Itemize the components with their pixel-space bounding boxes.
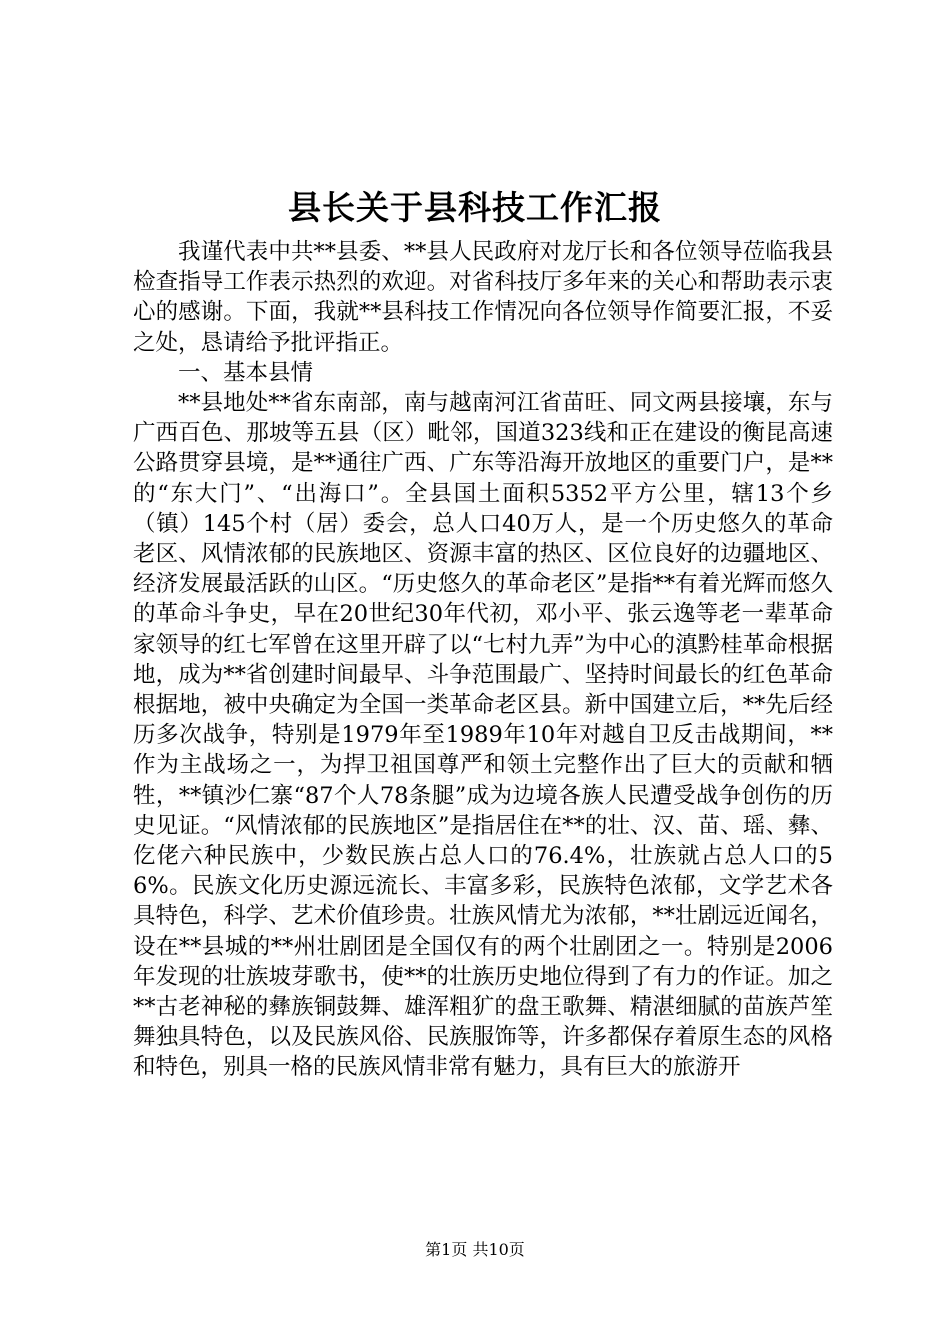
section-heading: 一、基本县情 <box>178 359 314 386</box>
document-title: 县长关于县科技工作汇报 <box>288 188 662 227</box>
intro-paragraph: 我谨代表中共**县委、**县人民政府对龙厅长和各位领导莅临我县检查指导工作表示热烈的欢迎。对省科技厅多年来的关心和帮助表示衷心的感谢。下面，我就**县科技工作情况向各位领导作简要汇报，不妥之处，恳请给予批评指正。 <box>133 239 833 356</box>
body-paragraph: **县地处**省东南部，南与越南河江省苗旺、同文两县接壤，东与广西百色、那坡等五县（区）毗邻，国道323线和正在建设的衡昆高速公路贯穿县境，是**通往广西、广东等沿海开放地区的重要门户，是**的“东大门”、“出海口”。全县国土面积5352平方公里，辖13个乡（镇）145个村（居）委会，总人口40万人，是一个历史悠久的革命老区、风情浓郁的民族地区、资源丰富的热区、区位良好的边疆地区、经济发展最活跃的山区。“历史悠久的革命老区”是指**有着光辉而悠久的革命斗争史，早在20世纪30年代初，邓小平、张云逸等老一辈革命家领导的红七军曾在这里开辟了以“七村九弄”为中心的滇黔桂革命根据地，成为**省创建时间最早、斗争范围最广、坚持时间最长的红色革命根据地，被中央确定为全国一类革命老区县。新中国建立后，**先后经历多次战争，特别是1979年至1989年10年对越自卫反击战期间，**作为主战场之一，为捍卫祖国尊严和领土完整作出了巨大的贡献和牺牲，**镇沙仁寨“87个人78条腿”成为边境各族人民遭受战争创伤的历史见证。“风情浓郁的民族地区”是指居住在**的壮、汉、苗、瑶、彝、仡佬六种民族中，少数民族占总人口的76.4%，壮族就占总人口的56%。民族文化历史源远流长、丰富多彩，民族特色浓郁，文学艺术各具特色，科学、艺术价值珍贵。壮族风情尤为浓郁，**壮剧远近闻名，设在**县城的**州壮剧团是全国仅有的两个壮剧团之一。特别是2006年发现的壮族坡芽歌书，使**的壮族历史地位得到了有力的作证。加之**古老神秘的彝族铜鼓舞、雄浑粗犷的盘王歌舞、精湛细腻的苗族芦笙舞独具特色，以及民族风俗、民族服饰等，许多都保存着原生态的风格和特色，别具一格的民族风情非常有魅力，具有巨大的旅游开 <box>133 390 833 1081</box>
page-number: 第1页 共10页 <box>425 1240 525 1259</box>
document-body <box>133 237 833 1083</box>
